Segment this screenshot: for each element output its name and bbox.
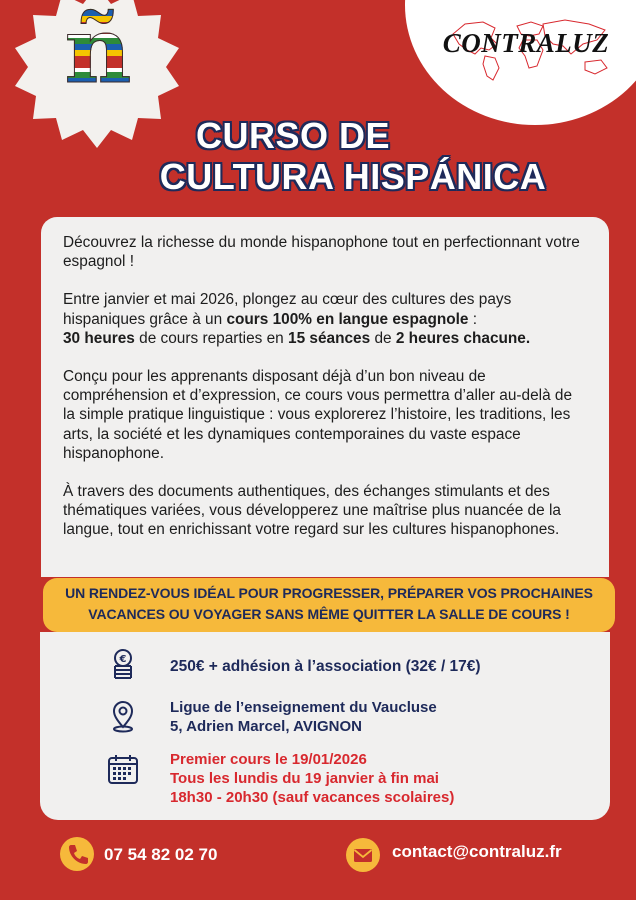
highlight-banner (43, 578, 615, 632)
page-title (0, 115, 636, 197)
weekly-schedule: Tous les lundis du 19 janvier à fin mai (170, 770, 439, 787)
svg-text:€: € (119, 654, 127, 665)
schedule-text (170, 750, 454, 807)
enye-glyph: ñ (48, 4, 148, 96)
brand-logo: CONTRALUZ (442, 28, 610, 58)
class-hours: 18h30 - 20h30 (sauf vacances scolaires) (170, 789, 455, 806)
coins-icon (106, 648, 140, 682)
course-line-2-end: : (468, 310, 478, 328)
location-pin-icon (106, 699, 140, 733)
course-language-emphasis: cours 100% en langue espagnole (226, 310, 469, 328)
email-address[interactable]: contact@contraluz.fr (392, 842, 562, 861)
sessions-text: de (370, 329, 396, 347)
title-line-1: CURSO DE (195, 115, 391, 156)
price-text: 250€ + adhésion à l’association (32€ / 17€) (170, 658, 481, 675)
sessions-emphasis: 15 séances (288, 329, 371, 347)
venue-text (170, 698, 437, 736)
description-panel (41, 217, 609, 577)
phone-number[interactable]: 07 54 82 02 70 (104, 845, 218, 864)
title-line-2: CULTURA HISPÁNICA (159, 156, 547, 197)
course-paragraph (63, 290, 585, 348)
banner-line-2: VACANCES OU VOYAGER SANS MÊME QUITTER LA SALLE DE COURS ! (88, 606, 570, 622)
audience-paragraph: Conçu pour les apprenants disposant déjà d’un bon niveau de compréhension et d’expression, ce cours vous permettra d’aller au-delà de la simple pratique linguistique : vous explorerez l’histoire, les traditions, les arts, la société et les dynamiques contemporaines du vaste espace hispanophone. (63, 368, 573, 462)
info-panel (40, 632, 610, 820)
duration-emphasis: 2 heures chacune. (395, 329, 531, 347)
first-class-date: Premier cours le 19/01/2026 (170, 751, 367, 768)
phone-icon (60, 837, 94, 871)
mail-icon (346, 838, 380, 872)
hours-text: de cours reparties en (134, 329, 289, 347)
course-line-2-start: hispaniques grâce à un (63, 310, 227, 328)
hours-emphasis: 30 heures (63, 329, 135, 347)
banner-line-1: UN RENDEZ-VOUS IDÉAL POUR PROGRESSER, PRÉPARER VOS PROCHAINES (65, 585, 593, 601)
course-line-1: Entre janvier et mai 2026, plongez au cœur des cultures des pays (63, 291, 512, 309)
venue-address: 5, Adrien Marcel, AVIGNON (170, 718, 362, 735)
approach-paragraph: À travers des documents authentiques, des échanges stimulants et des thématiques variées, vous développerez une maîtrise plus nuancée de la langue, tout en enrichissant votre regard sur les cultures hispanophones. (63, 483, 561, 539)
venue-name: Ligue de l’enseignement du Vaucluse (170, 699, 437, 716)
intro-paragraph: Découvrez la richesse du monde hispanophone tout en perfectionnant votre espagnol ! (63, 234, 580, 271)
calendar-icon (106, 752, 140, 786)
